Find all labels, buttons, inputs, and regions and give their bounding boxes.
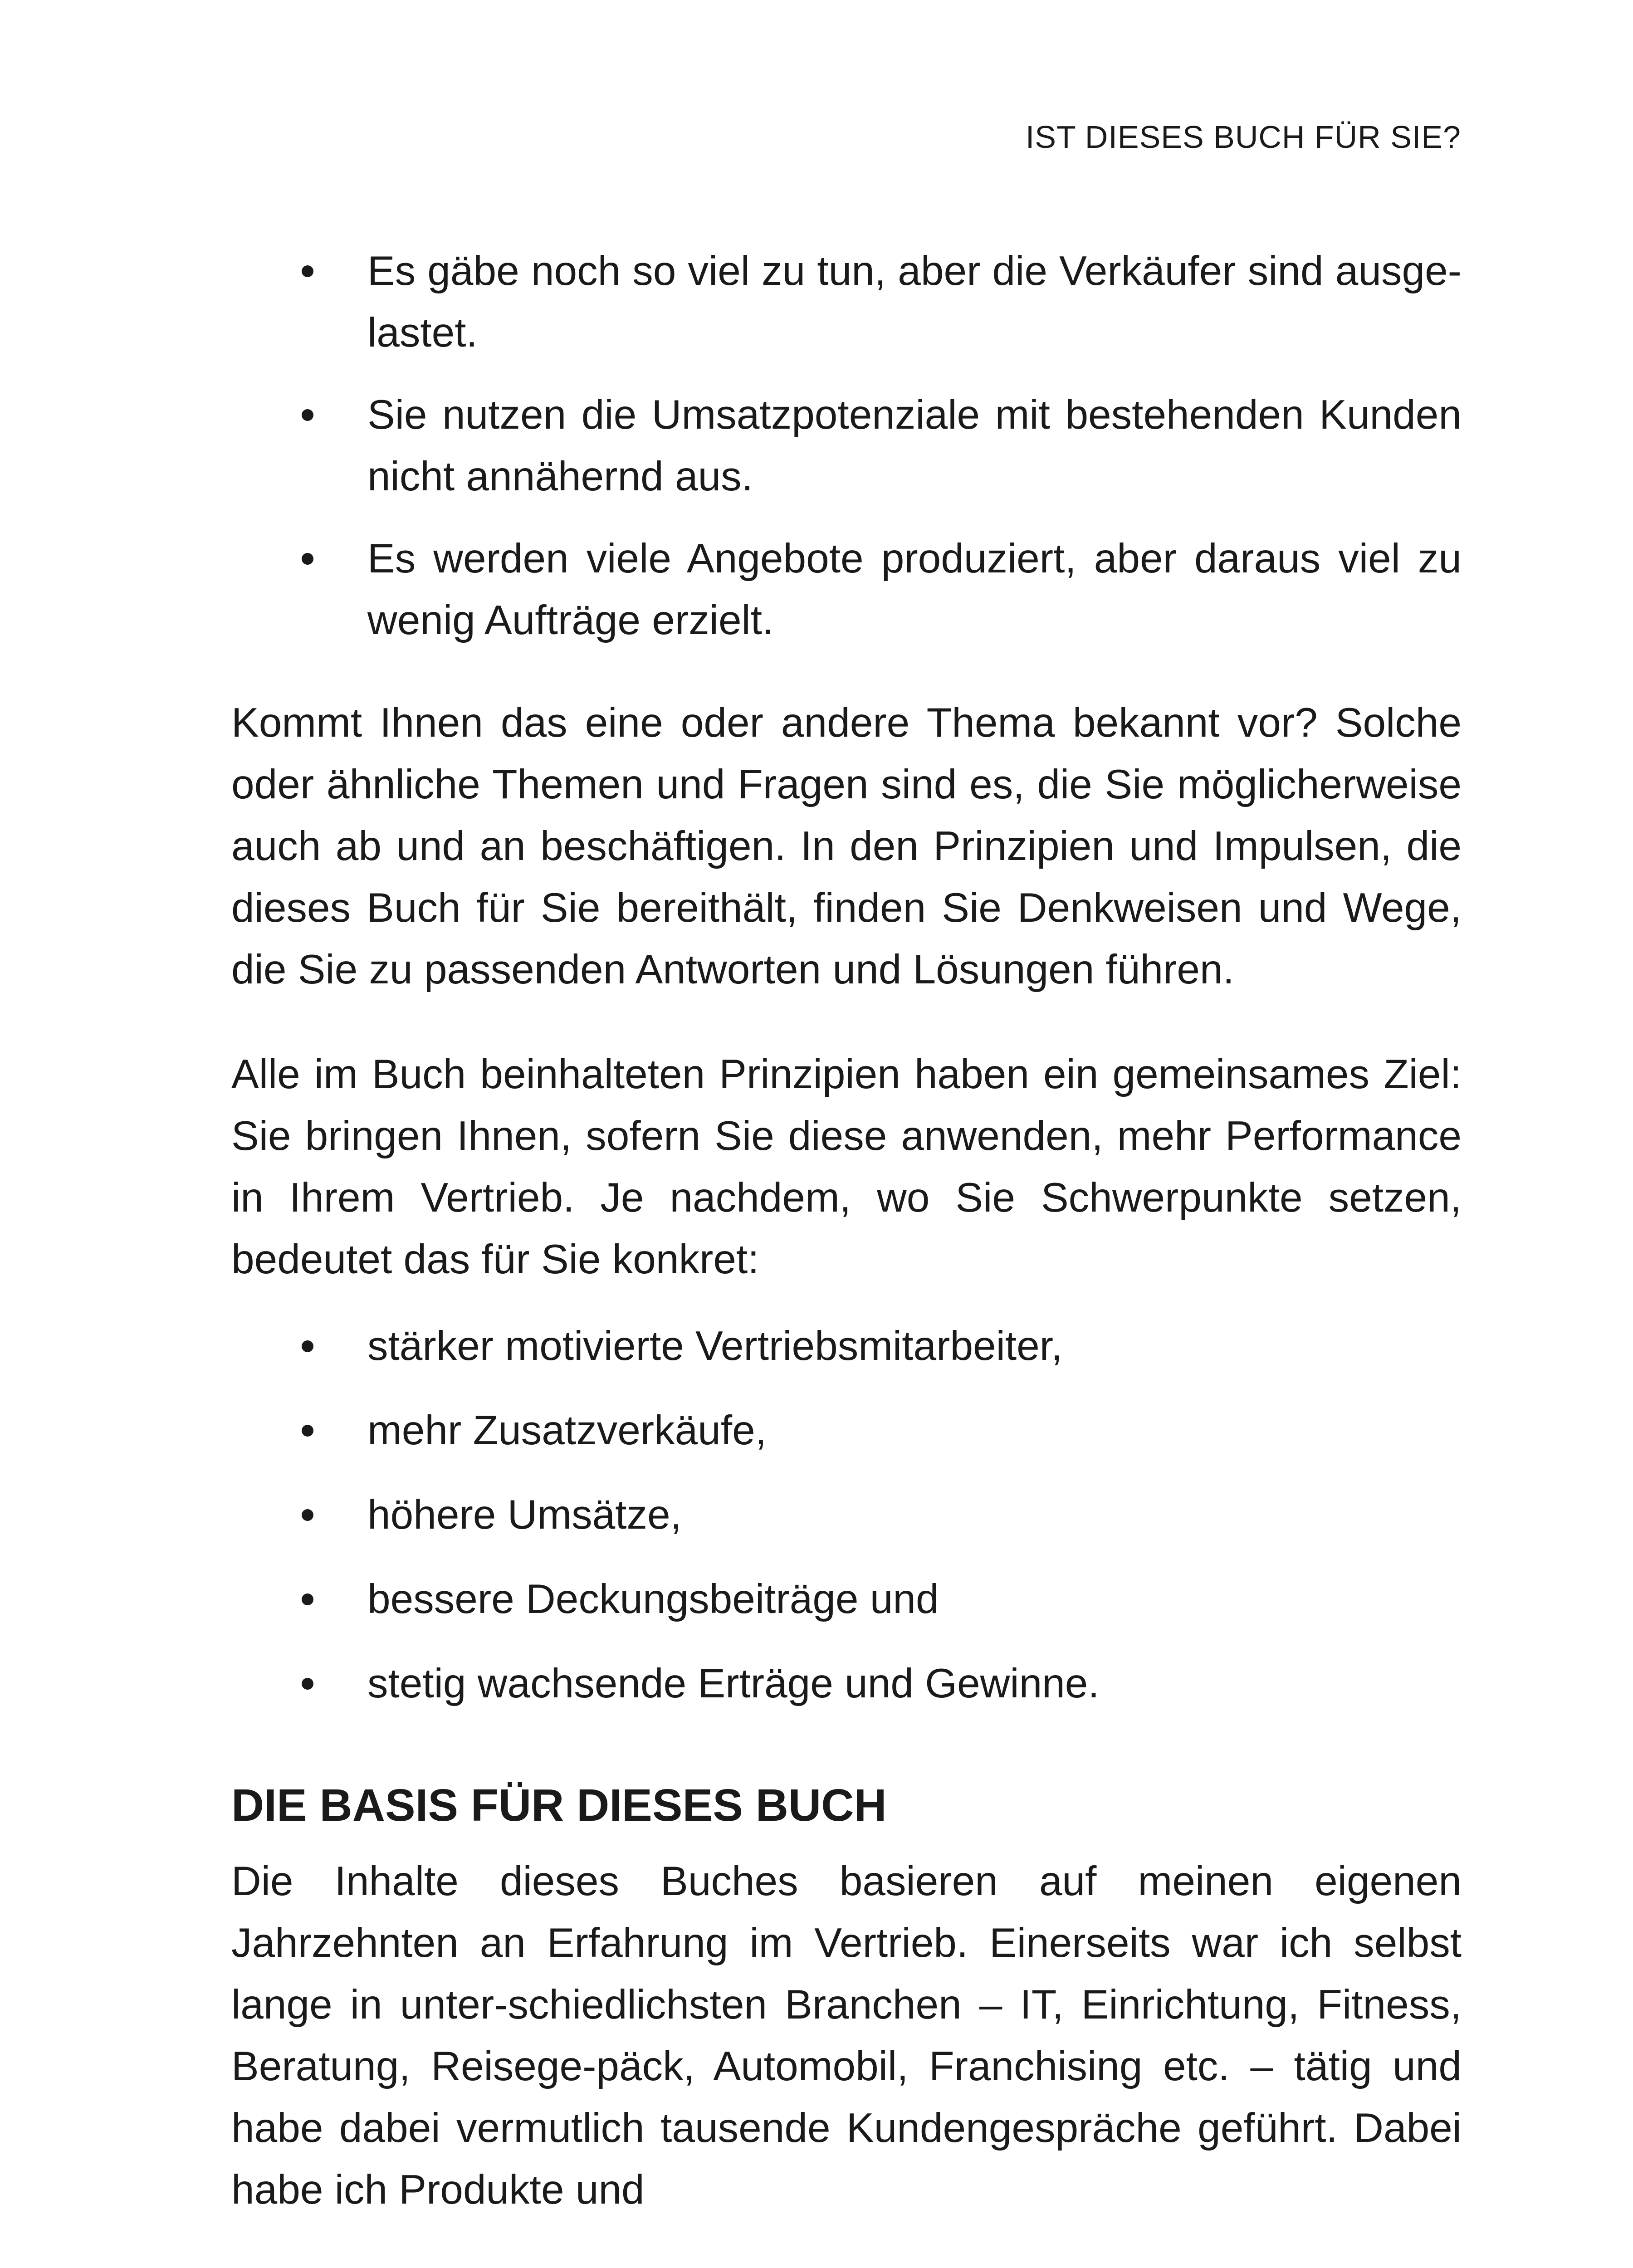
body-paragraph: Die Inhalte dieses Buches basieren auf meinen eigenen Jahrzehnten an Erfahrung im Vertrieb. Einerseits war ich selbst lange in unter-schiedlichsten Branchen – IT, Einrichtung, Fitness, Beratung, Reisege-päck, Automobil, Franchising etc. – tätig und habe dabei vermutlich tausende Kundengespräche geführt. Dabei habe ich Produkte und — [231, 1858, 1462, 2213]
list-item: bessere Deckungsbeiträge und — [231, 1569, 1462, 1630]
list-item: Sie nutzen die Umsatzpotenziale mit bestehenden Kunden nicht annähernd aus. — [231, 384, 1462, 508]
page-body — [231, 240, 1462, 2221]
benefits-list — [231, 1315, 1462, 1715]
list-item: Es werden viele Angebote produziert, aber daraus viel zu wenig Aufträge erzielt. — [231, 528, 1462, 651]
list-item: stetig wachsende Erträge und Gewinne. — [231, 1653, 1462, 1715]
page-footer — [0, 2263, 1633, 2268]
list-item: höhere Umsätze, — [231, 1484, 1462, 1546]
challenge-list — [231, 240, 1462, 651]
body-paragraph: Alle im Buch beinhalteten Prinzipien haben ein gemeinsames Ziel: Sie bringen Ihnen, sofern Sie diese anwenden, mehr Performance in Ihrem Vertrieb. Je nachdem, wo Sie Schwerpunkte setzen, bedeutet das für Sie konkret: — [231, 1051, 1462, 1282]
running-header: IST DIESES BUCH FÜR SIE? — [1025, 119, 1461, 155]
list-item: stärker motivierte Vertriebsmitarbeiter, — [231, 1315, 1462, 1377]
list-item: mehr Zusatzverkäufe, — [231, 1400, 1462, 1461]
body-paragraph: Kommt Ihnen das eine oder andere Thema bekannt vor? Solche oder ähnliche Themen und Fragen sind es, die Sie möglicherweise auch ab und an beschäftigen. In den Prinzipien und Impulsen, die dieses Buch für Sie bereithält, finden Sie Denkweisen und Wege, die Sie zu passenden Antworten und Lösungen führen. — [231, 700, 1462, 992]
list-item: Es gäbe noch so viel zu tun, aber die Verkäufer sind ausge-lastet. — [231, 240, 1462, 364]
section-heading: DIE BASIS FÜR DIESES BUCH — [231, 1780, 887, 1831]
